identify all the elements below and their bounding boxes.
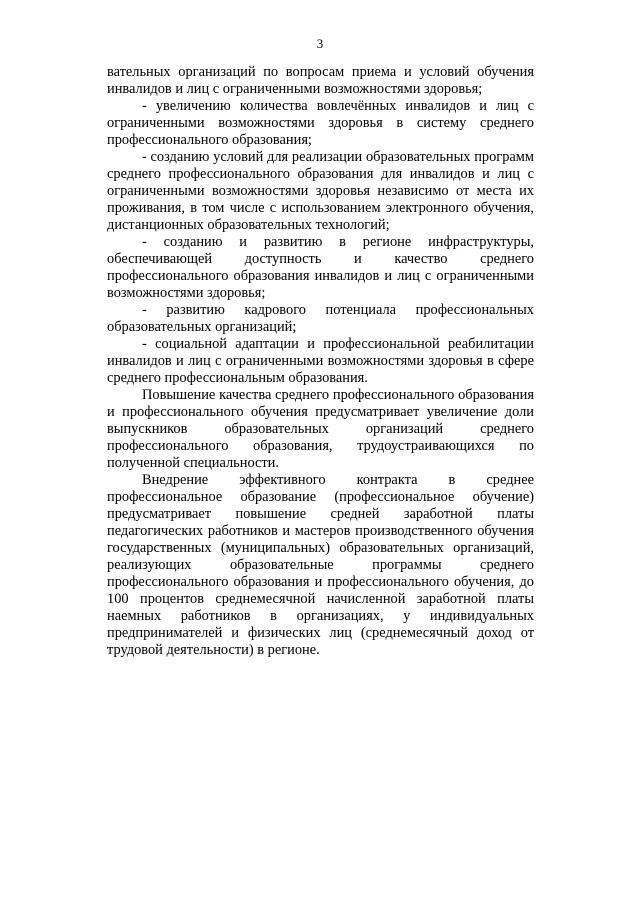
list-item-conditions: - созданию условий для реализации образовательных программ среднего профессионального образования для инвалидов и лиц с ограниченными возможностями здоровья независимо от места их проживания, в том числе с использованием электронного обучения, дистанционных образовательных технологий; — [107, 149, 534, 233]
list-item-involvement: - увеличению количества вовлечённых инвалидов и лиц с ограниченными возможностями здоровья в систему среднего профессионального образования; — [107, 98, 534, 148]
list-item-infrastructure: - созданию и развитию в регионе инфраструктуры, обеспечивающей доступность и качество среднего профессионального образования инвалидов и лиц с ограниченными возможностями здоровья; — [107, 234, 534, 301]
paragraph-quality: Повышение качества среднего профессионального образования и профессионального обучения предусматривает увеличение доли выпускников образовательных организаций среднего профессионального образования, трудоустраивающихся по полученной специальности. — [107, 387, 534, 471]
paragraph-continuation: вательных организаций по вопросам приема и условий обучения инвалидов и лиц с ограниченными возможностями здоровья; — [107, 64, 534, 97]
paragraph-contract: Внедрение эффективного контракта в среднее профессиональное образование (профессиональное обучение) предусматривает повышение средней заработной платы педагогических работников и мастеров производственного обучения государственных (муниципальных) образовательных организаций, реализующих образовательные программы среднего профессионального образования и профессионального обучения, до 100 процентов среднемесячной начисленной заработной платы наемных работников в организациях, у индивидуальных предпринимателей и физических лиц (среднемесячный доход от трудовой деятельности) в регионе. — [107, 472, 534, 658]
list-item-adaptation: - социальной адаптации и профессиональной реабилитации инвалидов и лиц с ограниченными возможностями здоровья в сфере среднего профессиональным образования. — [107, 336, 534, 386]
document-body — [107, 64, 534, 659]
page-number: 3 — [316, 36, 324, 51]
list-item-staff: - развитию кадрового потенциала профессиональных образовательных организаций; — [107, 302, 534, 335]
